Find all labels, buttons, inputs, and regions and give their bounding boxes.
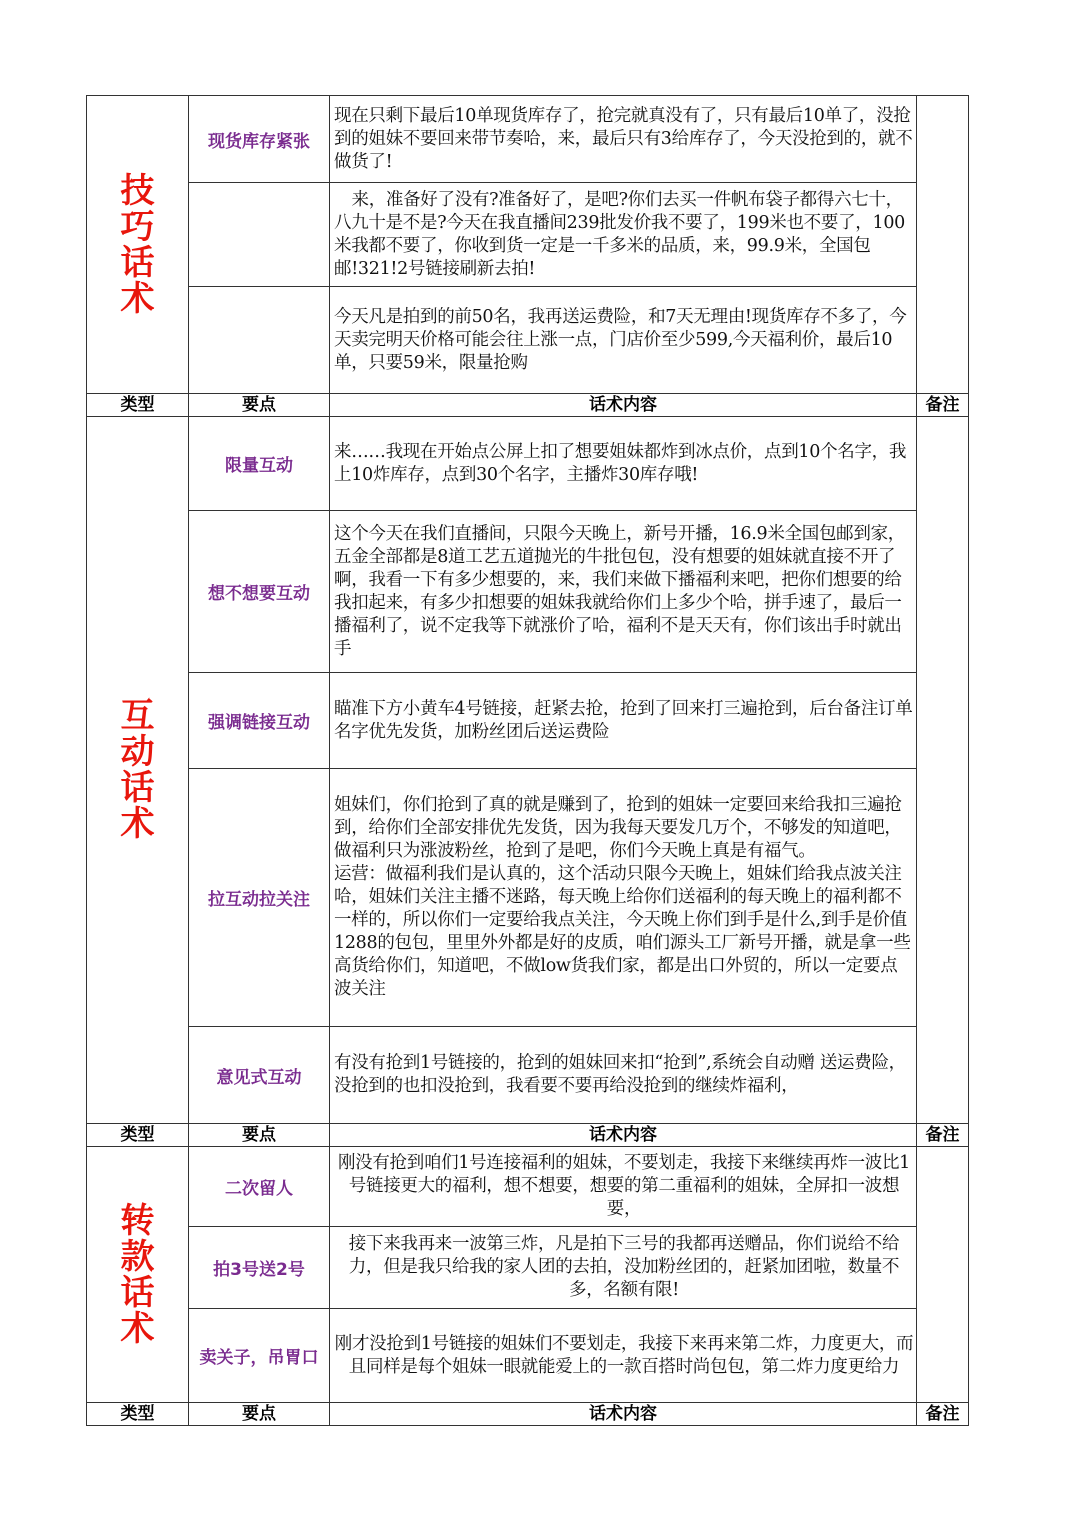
header-content: 话术内容	[330, 394, 917, 417]
header-point: 要点	[189, 394, 330, 417]
header-point: 要点	[189, 1403, 330, 1426]
section-type-transfer: 转款话术	[87, 1147, 189, 1403]
content-cell: 这个今天在我们直播间，只限今天晚上，新号开播，16.9米全国包邮到家，五金全部都是8道工艺五道抛光的牛批包包，没有想要的姐妹就直接不开了啊，我看一下有多少想要的，来，我们来做下播福利来吧，把你们想要的给我扣起来，有多少扣想要的姐妹我就给你们上多少个哈，拼手速了，最后一播福利了，说不定我等下就涨价了哈，福利不是天天有，你们该出手时就出手	[330, 511, 917, 673]
point-cell: 限量互动	[189, 417, 330, 511]
header-remark: 备注	[917, 394, 969, 417]
point-cell: 想不想要互动	[189, 511, 330, 673]
point-cell	[189, 183, 330, 287]
remark-cell	[917, 96, 969, 394]
content-cell: 现在只剩下最后10单现货库存了，抢完就真没有了，只有最后10单了，没抢到的姐妹不要回来带节奏哈，来，最后只有3给库存了，今天没抢到的，就不做货了!	[330, 96, 917, 183]
content-cell: 接下来我再来一波第三炸，凡是拍下三号的我都再送赠品，你们说给不给力，但是我只给我的家人团的去拍，没加粉丝团的，赶紧加团啦，数量不多，名额有限!	[330, 1227, 917, 1309]
header-remark: 备注	[917, 1124, 969, 1147]
content-cell: 姐妹们，你们抢到了真的就是赚到了，抢到的姐妹一定要回来给我扣三遍抢到，给你们全部安排优先发货，因为我每天要发几万个，不够发的知道吧，做福利只为涨波粉丝，抢到了是吧，你们今天晚上真是有福气。 运营：做福利我们是认真的，这个活动只限今天晚上，姐妹们给我点波关注哈，姐妹们关注主播不迷路，每天晚上给你们送福利的每天晚上的福利都不一样的，所以你们一定要给我点关注，今天晚上你们到手是什么,到手是价值1288的包包，里里外外都是好的皮质，咱们源头工厂新号开播，就是拿一些高货给你们，知道吧，不做low货我们家，都是出口外贸的，所以一定要点波关注	[330, 769, 917, 1027]
header-content: 话术内容	[330, 1124, 917, 1147]
remark-cell	[917, 417, 969, 1124]
content-cell: 有没有抢到1号链接的，抢到的姐妹回来扣“抢到”,系统会自动赠 送运费险，没抢到的也扣没抢到，我看要不要再给没抢到的继续炸福利，	[330, 1027, 917, 1124]
header-type: 类型	[87, 1403, 189, 1426]
point-cell: 强调链接互动	[189, 673, 330, 769]
header-point: 要点	[189, 1124, 330, 1147]
header-type: 类型	[87, 394, 189, 417]
script-table	[86, 95, 969, 1426]
point-cell: 拍3号送2号	[189, 1227, 330, 1309]
content-cell: 刚没有抢到咱们1号连接福利的姐妹，不要划走，我接下来继续再炸一波比1号链接更大的福利，想不想要，想要的第二重福利的姐妹，全屏扣一波想要，	[330, 1147, 917, 1227]
header-content: 话术内容	[330, 1403, 917, 1426]
point-cell: 卖关子，吊胃口	[189, 1309, 330, 1403]
content-cell: 今天凡是拍到的前50名，我再送运费险，和7天无理由!现货库存不多了，今天卖完明天价格可能会往上涨一点，门店价至少599,今天福利价，最后10单，只要59米，限量抢购	[330, 287, 917, 394]
section-type-interaction: 互动话术	[87, 417, 189, 1124]
section-type-skill: 技巧话术	[87, 96, 189, 394]
point-cell: 意见式互动	[189, 1027, 330, 1124]
point-cell: 拉互动拉关注	[189, 769, 330, 1027]
content-cell: 瞄准下方小黄车4号链接，赶紧去抢，抢到了回来打三遍抢到，后台备注订单名字优先发货，加粉丝团后送运费险	[330, 673, 917, 769]
header-remark: 备注	[917, 1403, 969, 1426]
remark-cell	[917, 1147, 969, 1403]
content-cell: 来……我现在开始点公屏上扣了想要姐妹都炸到冰点价，点到10个名字，我上10炸库存，点到30个名字，主播炸30库存哦!	[330, 417, 917, 511]
header-type: 类型	[87, 1124, 189, 1147]
point-cell: 二次留人	[189, 1147, 330, 1227]
point-cell	[189, 287, 330, 394]
content-cell: 刚才没抢到1号链接的姐妹们不要划走，我接下来再来第二炸，力度更大，而且同样是每个姐妹一眼就能爱上的一款百搭时尚包包，第二炸力度更给力	[330, 1309, 917, 1403]
point-cell: 现货库存紧张	[189, 96, 330, 183]
content-cell: 来，准备好了没有?准备好了，是吧?你们去买一件帆布袋子都得六七十，八九十是不是?今天在我直播间239批发价我不要了，199米也不要了，100米我都不要了，你收到货一定是一千多米的品质，来，99.9米，全国包邮!321!2号链接刷新去拍!	[330, 183, 917, 287]
